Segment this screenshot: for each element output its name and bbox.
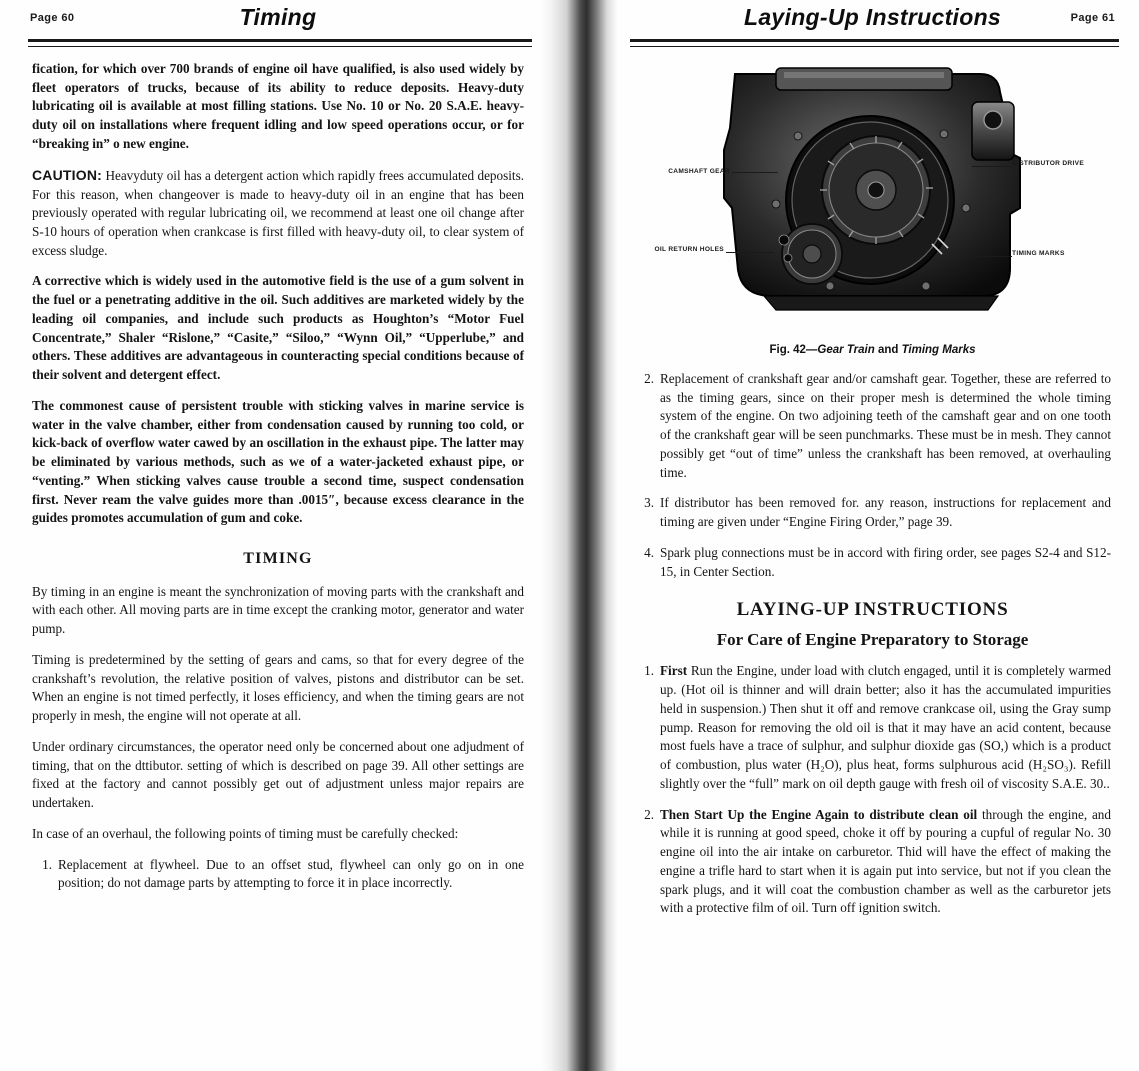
list-item-text: If distributor has been removed for. any reason, instructions for replacement and timing are given under “Engine Firing Order,” page 39. bbox=[660, 495, 1111, 530]
right-running-title: Laying-Up Instructions bbox=[743, 4, 1002, 30]
left-page-folio: Page 60 bbox=[30, 12, 75, 24]
figure-number: Fig. 42— bbox=[769, 344, 818, 356]
list-item bbox=[634, 662, 1111, 793]
book-gutter-shadow bbox=[540, 0, 618, 1071]
figure-label-timing-marks: TIMING MARKS bbox=[1012, 250, 1065, 257]
list-item-number: 3. bbox=[644, 495, 654, 511]
figure-label-oil-return-holes: OIL RETURN HOLES bbox=[654, 246, 724, 253]
list-item-number: 1. bbox=[644, 663, 654, 679]
sub-heading-rest: Care of Engine Preparatory to Storage bbox=[742, 630, 1029, 650]
laying-up-sub-heading bbox=[634, 628, 1111, 652]
list-item-text: through the engine, and while it is running at good speed, choke it off by pouring a cupful of regular No. 30 engine oil into the air intake on carburetor. Thid will have the effect of making the engine a trifle hard to start when it is again put into service, but not if you clean the spark plugs, and it will coat the combustion chamber as well as the carburetor jets with a protective film of oil. Turn off ignition switch. bbox=[660, 806, 1111, 916]
storage-numbered-list bbox=[634, 662, 1111, 918]
list-item-lead: First bbox=[660, 663, 688, 679]
list-item bbox=[634, 494, 1111, 531]
figure-label-distributor-drive: DISTRIBUTOR DRIVE bbox=[1012, 160, 1085, 167]
list-item bbox=[634, 544, 1111, 581]
list-item bbox=[634, 370, 1111, 482]
figure-caption bbox=[620, 344, 1125, 356]
list-item-text: Run the Engine, under load with clutch engaged, until it is completely warmed up. (Hot oil is thinner and will drain better; also it has the accumulated impurities held in suspension.) Then shut it off and remove crankcase oil, using the Gray sump pump. Reason for removing the old oil is that it may have an acid content, because most fuels have a trace of sulphur, and sulphur dioxide gas (SO,) which is a product of combustion, plus water (H₂O), plus heat, forms sulphurous acid (H₂SO₃). Refill slightly over the “full” mark on oil depth gauge with fresh oil of viscosity S.A.E. 30.. bbox=[660, 663, 1111, 791]
caution-text: Heavyduty oil has a detergent action which rapidly frees accumulated deposits. For this reason, when changeover is made to heavy-duty oil in an engine that has been previously operated with regular lubricating oil, we recommend at least one oil change after S-10 hours of operation when crankcase is first filled with heavy-duty oil, to clear system of excess sludge. bbox=[32, 167, 525, 258]
right-page-body bbox=[620, 370, 1125, 918]
right-page-header bbox=[620, 0, 1125, 44]
header-rule bbox=[28, 39, 532, 42]
paragraph-caution bbox=[32, 166, 524, 261]
list-item bbox=[32, 856, 524, 893]
right-page-folio: Page 61 bbox=[1070, 12, 1115, 24]
paragraph-sticking-valves: The commonest cause of persistent trouble with sticking valves in marine service is water in the valve chamber, either from condensation caused by running too cold, or kick-back of overflow water cawed by an oscillation in the exhaust pipe. The latter may be eliminated by various methods, such as we of a water-jacketed exhaust pipe, or “venting.” When sticking valves cause trouble a second time, suspect condensation first. Never ream the valve guides more than .0015″, because excess clearance in the guides promotes accumulation of gum and coke. bbox=[32, 397, 524, 526]
leader-line-oil-return-holes bbox=[726, 252, 774, 253]
left-page-body bbox=[18, 44, 538, 893]
list-item-text: Replacement of crankshaft gear and/or camshaft gear. Together, these are referred to as the timing gears, since on their proper mesh is determined the whole timing system of the engine. On two adjoining teeth of the camshaft gear and on one tooth of the crankshaft gear will be seen punchmarks. These must be in mesh. They cannot possibly get “out of time” unless the crankshaft has been removed, at overhauling time. bbox=[660, 371, 1111, 480]
timing-section-heading: TIMING bbox=[243, 550, 313, 568]
left-running-title: Timing bbox=[239, 4, 317, 30]
list-item-number: 2. bbox=[644, 806, 654, 822]
gear-train-photograph bbox=[680, 58, 1060, 326]
figure-42 bbox=[620, 50, 1125, 342]
right-page bbox=[620, 0, 1125, 1071]
caution-label: CAUTION: bbox=[32, 166, 103, 183]
list-item-lead: Then Start Up the Engine Again to distribute clean oil bbox=[660, 806, 978, 822]
left-page-header bbox=[18, 0, 538, 44]
paragraph-corrective: A corrective which is widely used in the automotive field is the use of a gum solvent in the fuel or a penetrating additive in the oil. Such additives are marketed widely by the leading oil companies, and include such products as Houghton’s “Motor Fuel Concentrate,” Shaler “Rislone,” “Casite,” “Siloo,” “Wynn Oil,” “Upperlube,” and others. These additives are advantageous in counteracting special conditions because of their solvent and detergent effect. bbox=[32, 273, 524, 383]
list-item-number: 2. bbox=[644, 371, 654, 386]
figure-caption-and: and bbox=[874, 344, 902, 356]
left-page bbox=[18, 0, 538, 1071]
header-rule-thin bbox=[28, 46, 532, 47]
sub-heading-lead: For bbox=[716, 630, 743, 650]
right-numbered-list bbox=[634, 370, 1111, 581]
header-rule bbox=[630, 39, 1119, 42]
figure-caption-part1: Gear Train bbox=[817, 344, 875, 356]
list-item-text: Spark plug connections must be in accord with firing order, see pages S2-4 and S12-15, in Center Section. bbox=[660, 544, 1111, 579]
leader-line-camshaft-gear bbox=[732, 172, 778, 173]
leader-line-timing-marks bbox=[968, 256, 1012, 257]
left-numbered-list bbox=[32, 856, 524, 893]
figure-caption-part2: Timing Marks bbox=[901, 344, 976, 356]
list-item-text: Replacement at flywheel. Due to an offset stud, flywheel can only go on in one position; do not damage parts by attempting to force it in place incorrectly. bbox=[58, 856, 524, 891]
header-rule-thin bbox=[630, 46, 1119, 47]
figure-label-camshaft-gear: CAMSHAFT GEAR bbox=[668, 168, 730, 175]
list-item-number: 1. bbox=[42, 856, 52, 872]
paragraph-timing-3: Under ordinary circumstances, the operator need only be concerned about one adjudment of timing, that on the dttibutor. setting of which is described on page 39. All other settings are fixed at the factory and cannot possibly get out of adjustment unless major repairs are undertaken. bbox=[32, 738, 524, 811]
list-item-number: 4. bbox=[644, 544, 654, 560]
paragraph-fication: fication, for which over 700 brands of engine oil have qualified, is also used widely by fleet operators of trucks, because of its ability to reduce deposits. Heavy-duty lubricating oil is available at most filling stations. Use No. 10 or No. 20 S.A.E. heavy-duty oil on installations where frequent idling and low speed operations occur, or for “breaking in” o new engine. bbox=[32, 61, 524, 151]
laying-up-section-heading: LAYING-UP INSTRUCTIONS bbox=[736, 599, 1009, 621]
list-item bbox=[634, 806, 1111, 918]
paragraph-timing-4: In case of an overhaul, the following points of timing must be carefully checked: bbox=[32, 825, 459, 841]
leader-line-distributor-drive bbox=[972, 166, 1012, 167]
paragraph-timing-2: Timing is predetermined by the setting of gears and cams, so that for every degree of the crankshaft’s revolution, the relative position of valves, pistons and distributor can be set. When an engine is not timed perfectly, it loses efficiency, and when the timing gears are not properly in mesh, the engine will not operate at all. bbox=[32, 651, 524, 724]
paragraph-timing-1: By timing in an engine is meant the synchronization of moving parts with the crankshaft and with each other. All moving parts are in time except the cranking motor, generator and water pump. bbox=[32, 583, 524, 637]
